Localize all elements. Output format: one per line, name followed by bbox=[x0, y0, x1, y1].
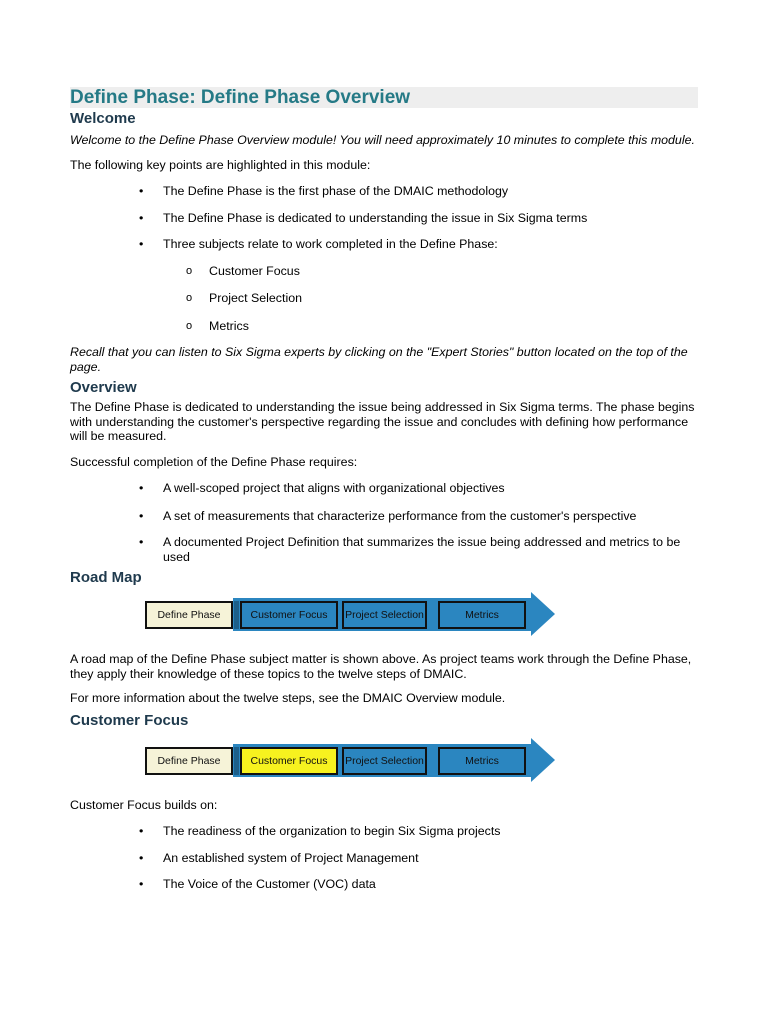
roadmap-step-project-selection: Project Selection bbox=[342, 601, 427, 629]
sub-list-item: o Metrics bbox=[70, 319, 698, 334]
roadmap-step-customer-focus: Customer Focus bbox=[240, 601, 338, 629]
roadmap-step-metrics: Metrics bbox=[438, 601, 526, 629]
list-item: • The Define Phase is the first phase of the DMAIC methodology bbox=[70, 184, 698, 199]
list-item: • An established system of Project Management bbox=[70, 851, 698, 866]
welcome-intro: Welcome to the Define Phase Overview module! You will need approximately 10 minutes to complete this module. bbox=[70, 133, 695, 147]
customer-focus-bullet-list bbox=[70, 824, 698, 892]
roadmap-step-metrics: Metrics bbox=[438, 747, 526, 775]
document-page bbox=[70, 87, 698, 892]
page-title: Define Phase: Define Phase Overview bbox=[70, 87, 411, 108]
roadmap-heading: Road Map bbox=[70, 569, 142, 586]
list-item: • Three subjects relate to work completed in the Define Phase: bbox=[70, 237, 698, 252]
overview-para-2: Successful completion of the Define Phase requires: bbox=[70, 454, 358, 469]
recall-note: Recall that you can listen to Six Sigma experts by clicking on the "Expert Stories" button located on the top of the page. bbox=[70, 345, 688, 374]
roadmap-separator bbox=[234, 601, 239, 629]
list-item: • The Define Phase is dedicated to understanding the issue in Six Sigma terms bbox=[70, 211, 698, 226]
roadmap-para-1: A road map of the Define Phase subject matter is shown above. As project teams work through the Define Phase, they apply their knowledge of these topics to the twelve steps of DMAIC. bbox=[70, 652, 692, 681]
title-bar bbox=[70, 87, 698, 108]
sub-list-item: o Project Selection bbox=[70, 291, 698, 306]
customer-focus-heading: Customer Focus bbox=[70, 711, 189, 729]
sub-list-item: o Customer Focus bbox=[70, 264, 698, 279]
roadmap-arrow-head bbox=[531, 592, 555, 636]
overview-bullet-list bbox=[70, 481, 698, 564]
list-item: • A documented Project Definition that summarizes the issue being addressed and metrics to be used bbox=[70, 535, 698, 564]
roadmap-diagram bbox=[145, 592, 557, 638]
roadmap-arrow-head bbox=[531, 738, 555, 782]
welcome-heading: Welcome bbox=[70, 110, 136, 127]
overview-para-1: The Define Phase is dedicated to understanding the issue being addressed in Six Sigma terms. The phase begins with understanding the customer's perspective regarding the issue and concludes with defining how performance will be measured. bbox=[70, 400, 695, 443]
customer-focus-lead: Customer Focus builds on: bbox=[70, 797, 218, 812]
roadmap-separator bbox=[234, 747, 239, 775]
customer-focus-diagram bbox=[145, 738, 557, 784]
welcome-bullet-list bbox=[70, 184, 698, 252]
list-item: • The readiness of the organization to begin Six Sigma projects bbox=[70, 824, 698, 839]
list-item: • A set of measurements that characterize performance from the customer's perspective bbox=[70, 509, 698, 524]
roadmap-step-define: Define Phase bbox=[145, 747, 233, 775]
welcome-lead: The following key points are highlighted in this module: bbox=[70, 157, 371, 172]
roadmap-para-2: For more information about the twelve steps, see the DMAIC Overview module. bbox=[70, 691, 506, 705]
overview-heading: Overview bbox=[70, 379, 137, 396]
roadmap-step-define: Define Phase bbox=[145, 601, 233, 629]
roadmap-step-project-selection: Project Selection bbox=[342, 747, 427, 775]
welcome-sub-list bbox=[70, 264, 698, 334]
roadmap-step-customer-focus-active: Customer Focus bbox=[240, 747, 338, 775]
list-item: • A well-scoped project that aligns with organizational objectives bbox=[70, 481, 698, 496]
list-item: • The Voice of the Customer (VOC) data bbox=[70, 877, 698, 892]
